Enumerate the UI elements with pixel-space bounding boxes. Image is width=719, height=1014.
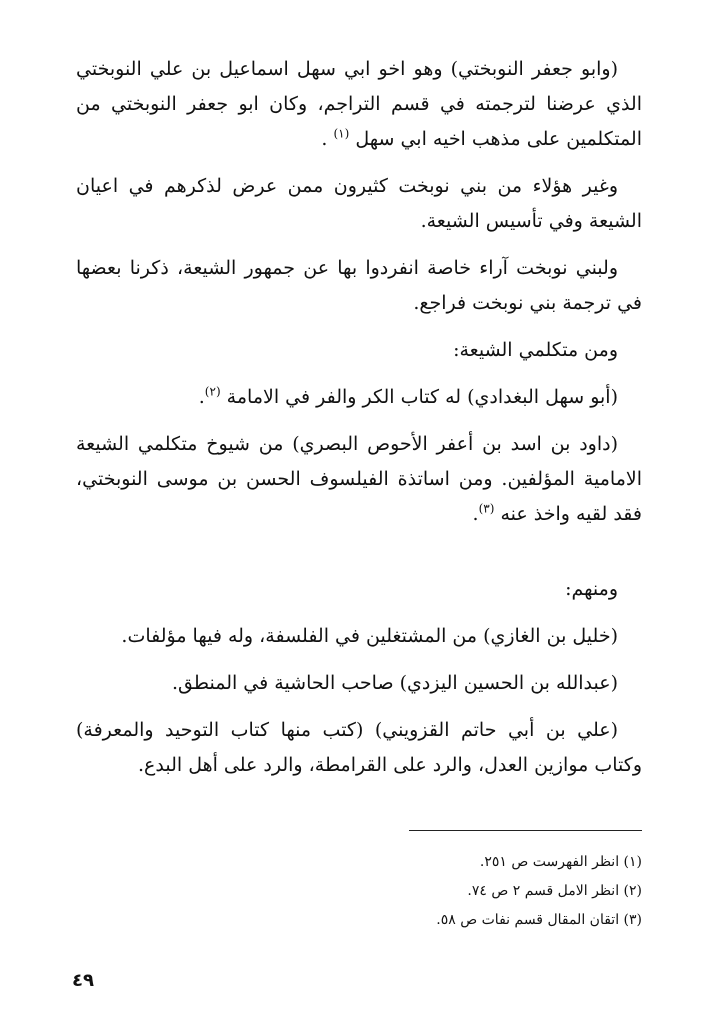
paragraph-text: ومن متكلمي الشيعة: [453,339,618,361]
paragraph-opinions [76,251,642,321]
paragraph-end: . [321,128,328,150]
page-number: ٤٩ [72,970,94,991]
paragraph-abdallah [76,666,642,701]
paragraph-abu-sahl [76,380,642,415]
footnotes [300,848,642,935]
footnote-item: (١) انظر الفهرست ص ٢٥١. [479,854,642,870]
paragraph-text: (خليل بن الغازي) من المشتغلين في الفلسفة، وله فيها مؤلفات. [121,625,618,647]
paragraph-ali-qazwini [76,713,642,783]
paragraph-text: (وابو جعفر النوبختي) وهو اخو ابي سهل اسماعيل بن علي النوبختي الذي عرضنا لترجمته في قسم التراجم، وكان ابو جعفر النوبختي من المتكلمين على مذهب اخيه ابي سهل [76,58,642,150]
footnote-ref: (٣) [478,501,495,516]
paragraph-end: . [472,503,479,525]
paragraph-text: ومنهم: [565,578,618,600]
paragraph-text: (داود بن اسد بن أعفر الأحوص البصري) من شيوخ متكلمي الشيعة الامامية المؤلفين. ومن اساتذة الفيلسوف الحسن بن موسى النوبختي، فقد لقيه واخذ عنه [76,433,642,525]
paragraph-heading-mutakallimin [76,333,642,368]
paragraph-text: وغير هؤلاء من بني نوبخت كثيرون ممن عرض لذكرهم في اعيان الشيعة وفي تأسيس الشيعة. [76,175,642,232]
paragraph-dawud [76,427,642,532]
paragraph-text: (علي بن أبي حاتم القزويني) (كتب منها كتاب التوحيد والمعرفة) وكتاب موازين العدل، والرد على القرامطة، والرد على أهل البدع. [76,719,642,776]
paragraph-text: (عبدالله بن الحسين اليزدي) صاحب الحاشية في المنطق. [172,672,618,694]
footnote-divider [409,830,642,831]
footnote-item: (٢) انظر الامل قسم ٢ ص ٧٤. [467,883,642,899]
paragraph-text: ولبني نوبخت آراء خاصة انفردوا بها عن جمهور الشيعة، ذكرنا بعضها في ترجمة بني نوبخت فراجع. [76,257,642,314]
main-text [76,52,642,795]
footnote-ref: (١) [333,126,350,141]
paragraph-heading-minhum [76,572,642,607]
footnote-item: (٣) اتقان المقال قسم نفات ص ٥٨. [436,912,642,928]
paragraph-text: (أبو سهل البغدادي) له كتاب الكر والفر في الامامة [226,386,618,408]
paragraph-abu-jafar [76,52,642,157]
section-gap [76,544,642,572]
footnote-ref: (٢) [204,384,221,399]
paragraph-khalil [76,619,642,654]
paragraph-others [76,169,642,239]
paragraph-end: . [198,386,205,408]
